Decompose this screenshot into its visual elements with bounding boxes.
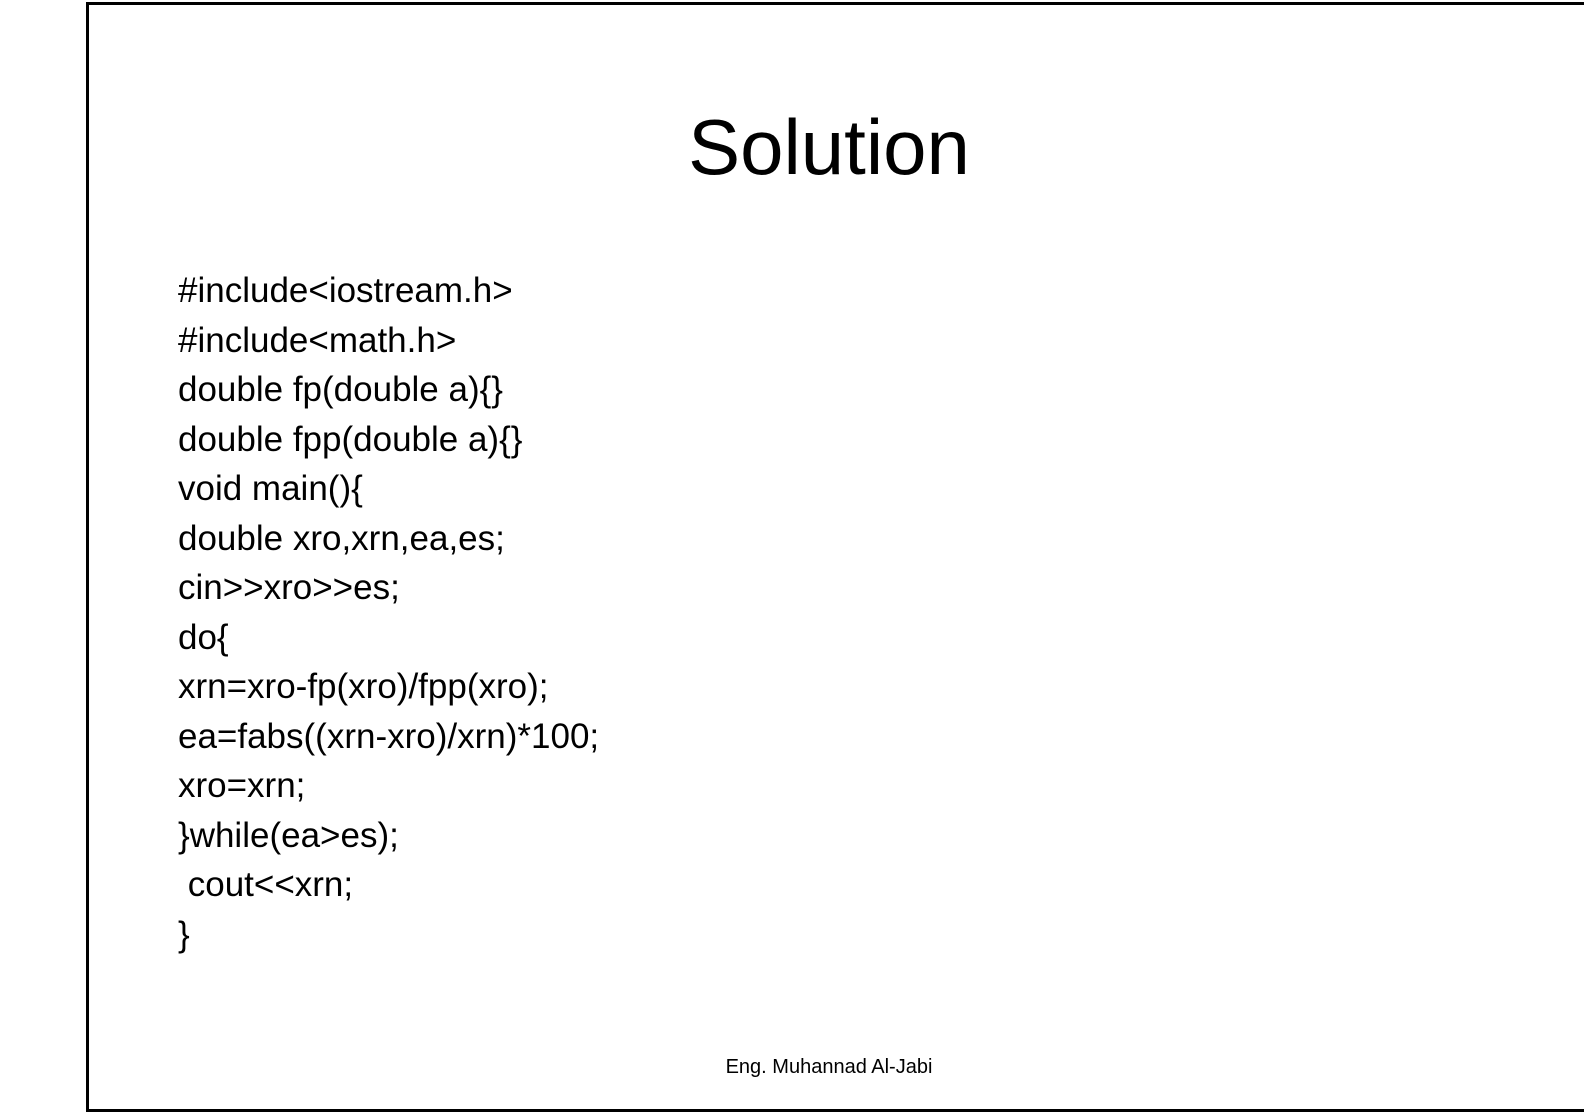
code-line: xrn=xro-fp(xro)/fpp(xro);	[178, 667, 549, 706]
code-line: }while(ea>es);	[178, 815, 399, 855]
code-line: void main(){	[178, 469, 363, 508]
code-line: cin>>xro>>es;	[178, 568, 400, 607]
code-line: #include<math.h>	[178, 320, 457, 360]
code-line: cout<<xrn;	[178, 865, 354, 904]
code-line: ea=fabs((xrn-xro)/xrn)*100;	[178, 716, 600, 756]
code-line: double fpp(double a){}	[178, 419, 523, 459]
slide-title: Solution	[688, 103, 970, 191]
code-line: double xro,xrn,ea,es;	[178, 518, 505, 558]
slide-footer: Eng. Muhannad Al-Jabi	[725, 1056, 933, 1078]
code-line: do{	[178, 617, 229, 657]
code-line: }	[178, 914, 190, 954]
code-listing	[178, 266, 599, 959]
code-line: double fp(double a){}	[178, 370, 503, 409]
code-line: #include<iostream.h>	[178, 271, 513, 310]
slide	[86, 2, 1584, 1112]
code-line: xro=xrn;	[178, 766, 306, 805]
